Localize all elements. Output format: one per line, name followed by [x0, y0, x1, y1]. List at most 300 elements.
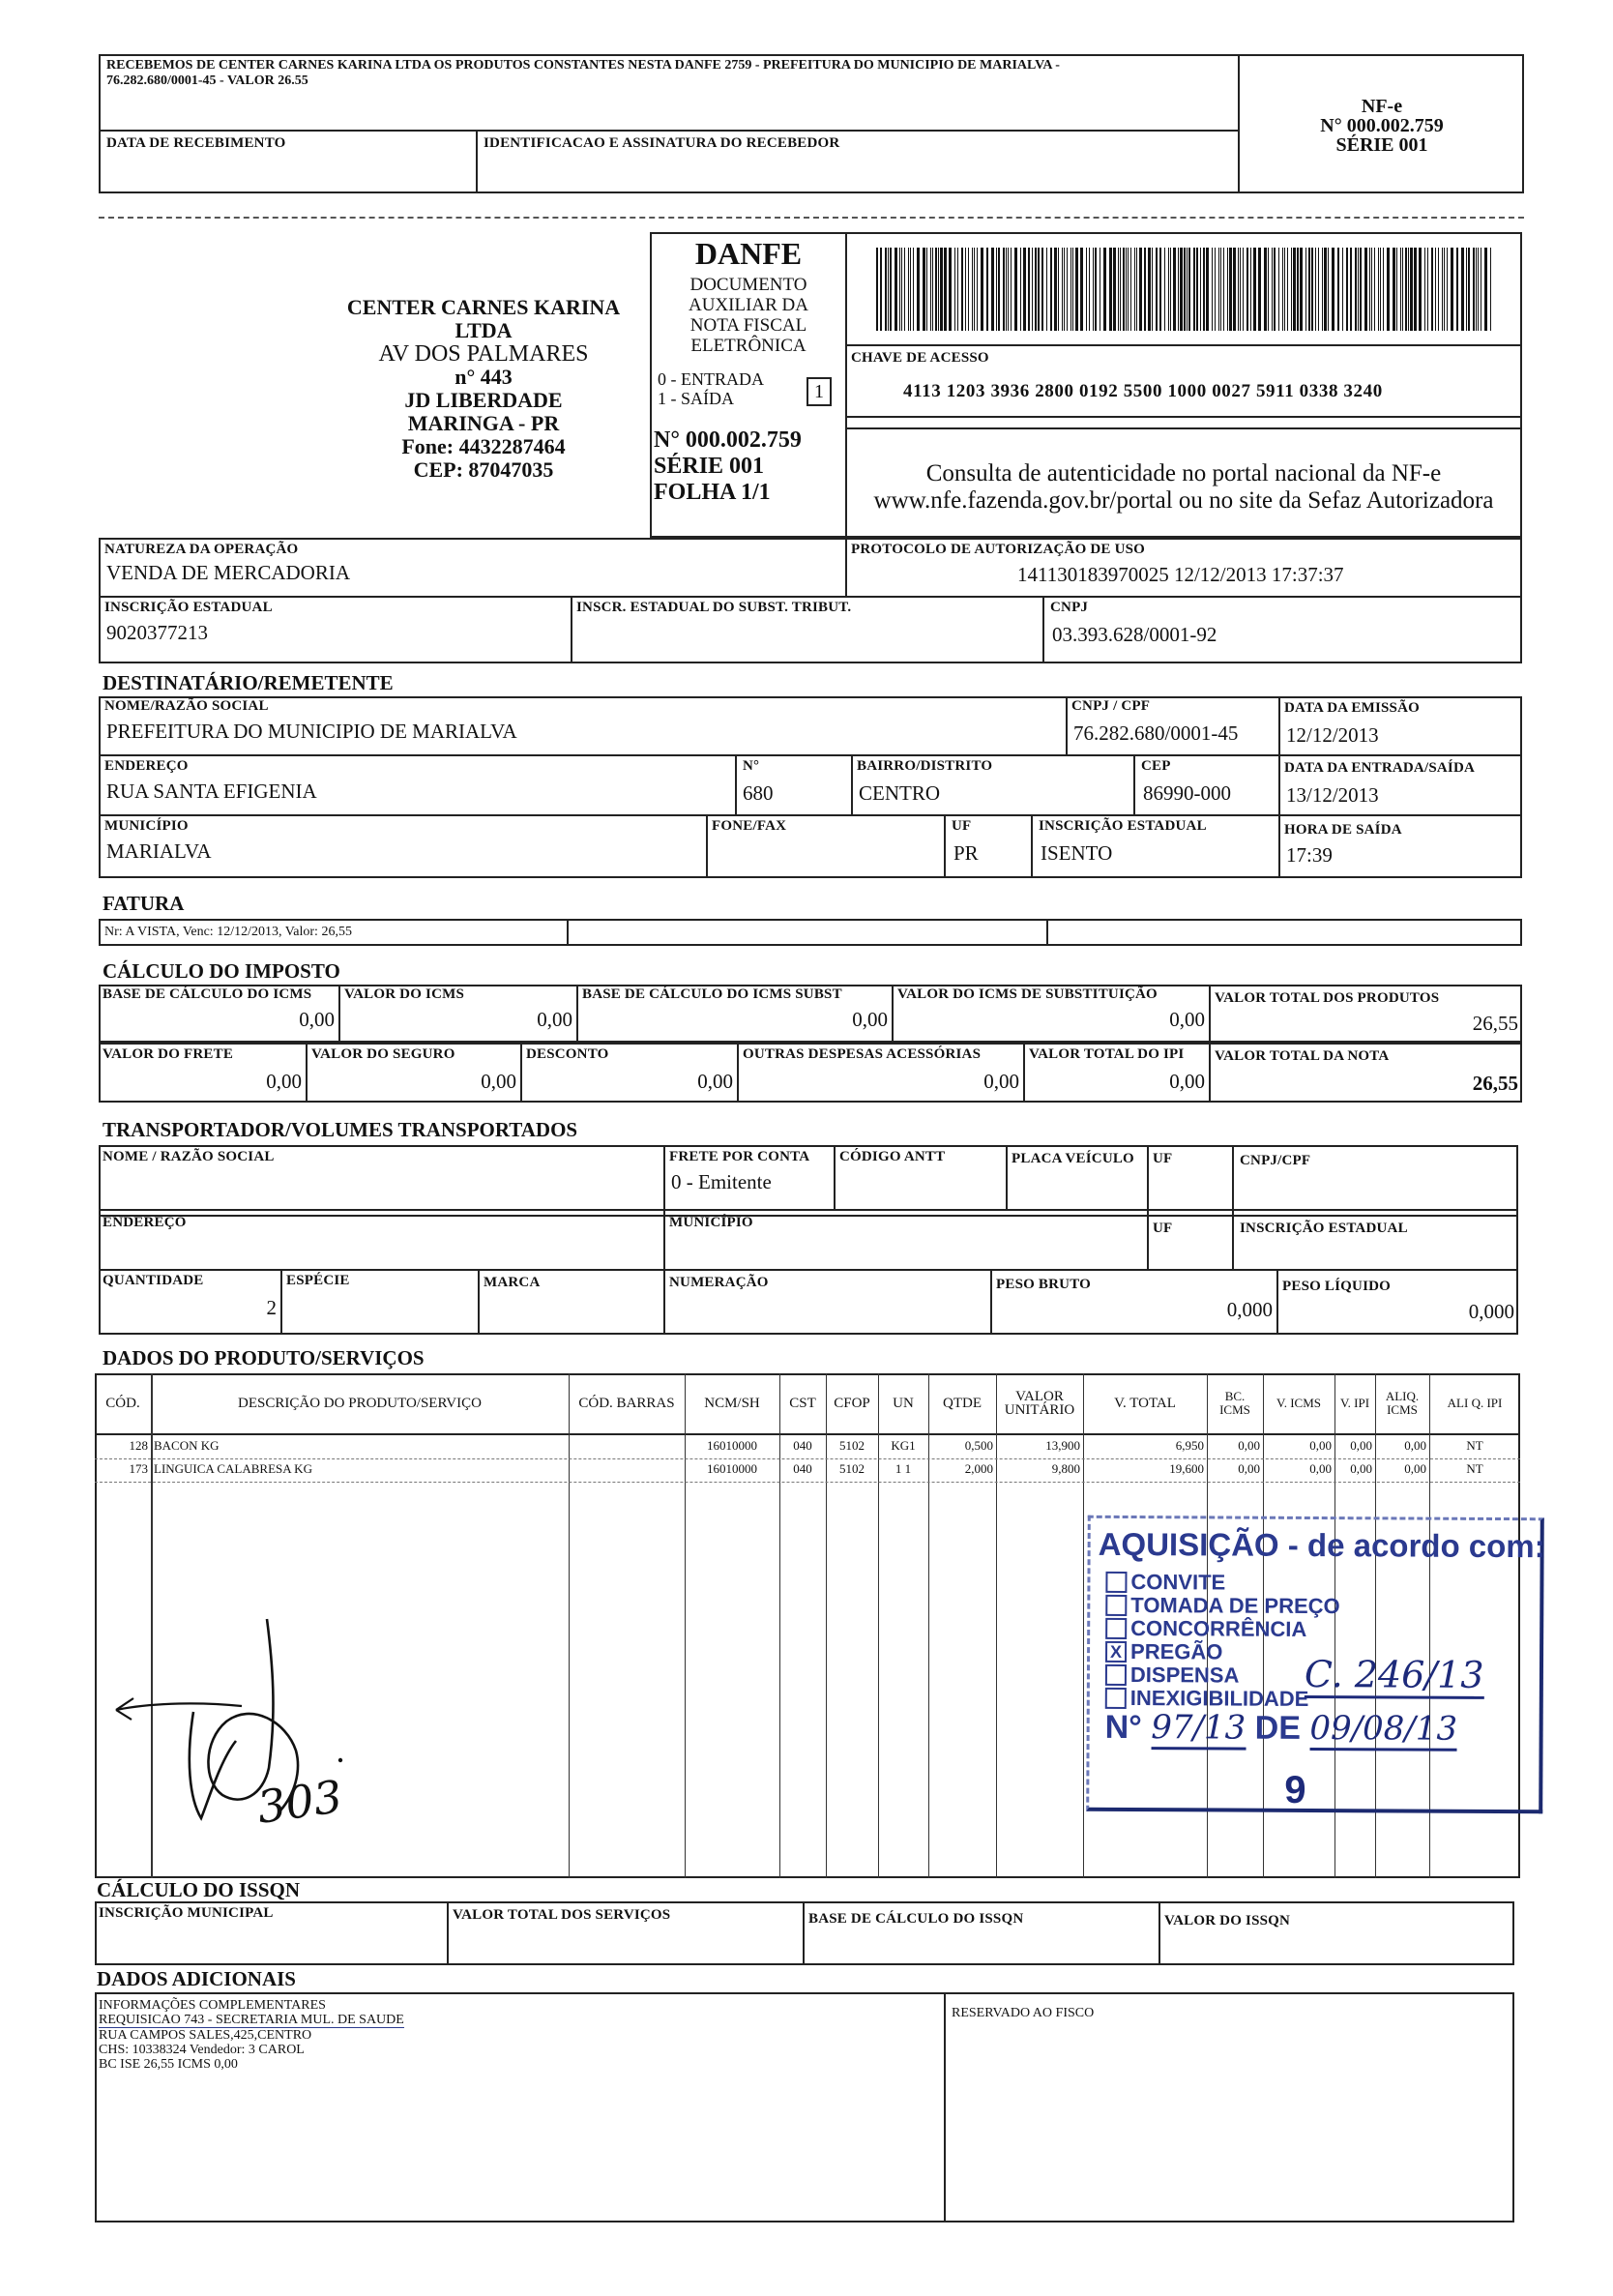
stamp-checkbox	[1105, 1595, 1127, 1616]
products-row-separator	[95, 1458, 1520, 1459]
barcode-bar	[1371, 248, 1372, 331]
products-header-divider	[95, 1433, 1520, 1435]
barcode-bar	[1006, 248, 1007, 331]
stamp-checkbox	[1105, 1618, 1127, 1639]
access-divider3	[845, 427, 1522, 429]
barcode-bar	[1293, 248, 1296, 331]
tax-r2-value-0: 0,00	[266, 1070, 302, 1093]
barcode-bar	[1246, 248, 1248, 331]
barcode-bar	[1011, 248, 1012, 331]
recipient-vline4	[851, 754, 853, 814]
danfe-entry: 0 - ENTRADA	[658, 369, 764, 389]
barcode-bar	[1490, 248, 1491, 331]
barcode-bar	[935, 248, 937, 331]
issqn-section-title: CÁLCULO DO ISSQN	[97, 1878, 301, 1901]
issqn-label-2: BASE DE CÁLCULO DO ISSQN	[808, 1911, 1024, 1927]
recipient-cnpj: 76.282.680/0001-45	[1073, 721, 1239, 745]
barcode-bar	[1274, 248, 1276, 331]
barcode-bar	[954, 248, 955, 331]
barcode-bar	[1206, 248, 1209, 331]
barcode-bar	[1170, 248, 1171, 331]
stamp-checkbox	[1105, 1572, 1127, 1593]
barcode-bar	[1038, 248, 1040, 331]
product-cell-v-icms: 0,00	[1309, 1438, 1332, 1453]
stamp-date: 09/08/13	[1309, 1709, 1457, 1751]
stamp-option-label: TOMADA DE PREÇO	[1130, 1593, 1340, 1619]
recipient-name: PREFEITURA DO MUNICIPIO DE MARIALVA	[106, 720, 517, 743]
products-col-separator	[996, 1373, 997, 1878]
barcode-bar	[1130, 248, 1131, 331]
barcode-bar	[1369, 248, 1370, 331]
issuer-phone: Fone: 4432287464	[401, 434, 566, 458]
barcode-bar	[880, 248, 882, 331]
barcode-bar	[1095, 248, 1097, 331]
qty-label: QUANTIDADE	[103, 1273, 204, 1288]
freight-value: 0 - Emitente	[671, 1170, 772, 1193]
tax-r1-v1	[338, 985, 340, 1043]
barcode-bar	[1159, 248, 1161, 331]
recipient-vline3	[735, 754, 737, 814]
tax-r1-value-1: 0,00	[537, 1008, 572, 1031]
issqn-label-0: INSCRIÇÃO MUNICIPAL	[99, 1905, 274, 1921]
barcode-bar	[1400, 248, 1401, 331]
issuer-cep: CEP: 87047035	[413, 457, 554, 482]
barcode-bar	[1374, 248, 1375, 331]
barcode-bar	[1435, 248, 1436, 331]
exit-time-value: 17:39	[1286, 843, 1333, 867]
barcode-bar	[1041, 248, 1043, 331]
barcode-bar	[1484, 248, 1487, 331]
invoice-vline2	[1046, 919, 1048, 946]
products-header-v-icms: V. ICMS	[1276, 1396, 1321, 1410]
cep-value: 86990-000	[1143, 781, 1231, 805]
barcode-bar	[965, 248, 966, 331]
product-cell-total: 19,600	[1169, 1461, 1204, 1476]
number-value: 680	[743, 781, 774, 805]
invoice-section-title: FATURA	[103, 892, 185, 915]
products-col-separator	[569, 1373, 570, 1878]
barcode-bar	[974, 248, 975, 331]
barcode-bar	[1378, 248, 1379, 331]
barcode-bar	[998, 248, 1000, 331]
barcode-bar	[1156, 248, 1158, 331]
barcode-bar	[1144, 248, 1146, 331]
recipient-vline6	[706, 814, 708, 878]
barcode-bar	[1229, 248, 1232, 331]
barcode-bar	[981, 248, 983, 331]
barcode-bar	[1393, 248, 1395, 331]
protocol-value: 141130183970025 12/12/2013 17:37:37	[1017, 563, 1344, 586]
barcode-bar	[1058, 248, 1059, 331]
products-col-separator	[685, 1373, 686, 1878]
barcode-bar	[1064, 248, 1065, 331]
access-label: CHAVE DE ACESSO	[851, 350, 989, 366]
transport-address-label: ENDEREÇO	[103, 1215, 187, 1230]
products-header-code: CÓD.	[105, 1396, 140, 1411]
receipt-number: N° 000.002.759	[1320, 115, 1444, 136]
barcode-bar	[1200, 248, 1201, 331]
barcode-bar	[1136, 248, 1137, 331]
ie-value: 9020377213	[106, 621, 208, 644]
recipient-vline8	[1031, 814, 1033, 878]
barcode-bar	[1023, 248, 1026, 331]
receipt-statement-line2: 76.282.680/0001-45 - VALOR 26.55	[106, 74, 308, 88]
barcode-bar	[1180, 248, 1183, 331]
barcode-bar	[961, 248, 963, 331]
stamp-number-row	[1105, 1708, 1458, 1749]
barcode-bar	[1220, 248, 1221, 331]
tax-r1-label-4: VALOR TOTAL DOS PRODUTOS	[1215, 990, 1440, 1006]
product-cell-description: BACON KG	[154, 1438, 220, 1453]
access-consult-line1: Consulta de autenticidade no portal nacional da NF-e	[925, 460, 1442, 486]
barcode-bar	[1212, 248, 1213, 331]
issuer-district: JD LIBERDADE	[404, 388, 563, 412]
barcode-bar	[1253, 248, 1256, 331]
products-header-total: V. TOTAL	[1114, 1396, 1176, 1411]
tax-r2-value-3: 0,00	[983, 1070, 1019, 1093]
receipt-nfe: NF-e	[1361, 96, 1403, 117]
transport-cnpj-label: CNPJ/CPF	[1240, 1153, 1311, 1168]
stamp-option	[1105, 1594, 1339, 1618]
cnpj-value: 03.393.628/0001-92	[1052, 623, 1217, 646]
stamp-number-prefix: N°	[1104, 1708, 1142, 1747]
barcode-bar	[876, 248, 878, 331]
barcode-bar	[972, 248, 973, 331]
tax-r1-label-0: BASE DE CÁLCULO DO ICMS	[103, 986, 312, 1002]
barcode-bar	[1128, 248, 1129, 331]
barcode-bar	[885, 248, 887, 331]
tr-r1-v2	[834, 1145, 836, 1209]
tax-section-title: CÁLCULO DO IMPOSTO	[103, 959, 340, 983]
barcode-bar	[1126, 248, 1127, 331]
stamp-process: C. 246/13	[1305, 1653, 1484, 1699]
barcode-bar	[1223, 248, 1224, 331]
barcode-bar	[1297, 248, 1299, 331]
barcode-bar	[1123, 248, 1125, 331]
barcode-bar	[986, 248, 988, 331]
product-cell-aliq-ipi: NT	[1466, 1438, 1483, 1453]
barcode-bar	[910, 248, 911, 331]
barcode-bar	[1148, 248, 1151, 331]
barcode-bar	[1193, 248, 1195, 331]
gross-value: 0,000	[1226, 1298, 1273, 1321]
barcode-bar	[904, 248, 905, 331]
transport-uf2-label: UF	[1153, 1221, 1173, 1236]
barcode-bar	[1215, 248, 1216, 331]
products-col-separator	[878, 1373, 879, 1878]
protocol-label: PROTOCOLO DE AUTORIZAÇÃO DE USO	[851, 542, 1146, 557]
barcode-bar	[1419, 248, 1422, 331]
issuer-number: n° 443	[455, 365, 513, 389]
barcode-bar	[1342, 248, 1343, 331]
additional-info-label: INFORMAÇÕES COMPLEMENTARES	[99, 1998, 326, 2013]
barcode-bar	[901, 248, 902, 331]
barcode-bar	[1442, 248, 1443, 331]
tax-r2-label-1: VALOR DO SEGURO	[311, 1046, 455, 1062]
products-col-separator	[826, 1373, 827, 1878]
operation-vline2	[571, 596, 572, 663]
tr-r1-v4	[1147, 1145, 1149, 1209]
additional-line-3: BC ISE 26,55 ICMS 0,00	[99, 2057, 238, 2072]
product-cell-description: LINGUICA CALABRESA KG	[154, 1461, 312, 1476]
barcode-bar	[1203, 248, 1205, 331]
product-cell-qty: 0,500	[964, 1438, 993, 1453]
products-header-description: DESCRIÇÃO DO PRODUTO/SERVIÇO	[238, 1396, 482, 1411]
stamp-option-label: CONVITE	[1130, 1570, 1226, 1595]
barcode-bar	[1466, 248, 1467, 331]
barcode-bar	[1046, 248, 1047, 331]
recipient-divider2	[99, 814, 1522, 816]
barcode-bar	[1178, 248, 1179, 331]
barcode-bar	[930, 248, 931, 331]
product-cell-ncm: 16010000	[707, 1438, 757, 1453]
barcode-bar	[1240, 248, 1241, 331]
barcode-bar	[938, 248, 939, 331]
danfe-sub2: AUXILIAR DA	[688, 295, 808, 315]
tr-r2-v1	[663, 1209, 665, 1271]
danfe-series: SÉRIE 001	[654, 454, 765, 479]
barcode-bar	[1120, 248, 1121, 331]
stamp-option-label: DISPENSA	[1129, 1663, 1240, 1688]
stamp-option-label: INEXIGIBILIDADE	[1129, 1685, 1309, 1711]
phone-label: FONE/FAX	[712, 818, 787, 834]
barcode-bar	[899, 248, 900, 331]
barcode-bar	[1258, 248, 1261, 331]
number-label: N°	[743, 758, 760, 774]
invoice-vline1	[567, 919, 569, 946]
barcode-bar	[1008, 248, 1009, 331]
barcode-bar	[1318, 248, 1319, 331]
city-label: MUNICÍPIO	[104, 818, 189, 834]
products-section-title: DADOS DO PRODUTO/SERVIÇOS	[103, 1346, 425, 1369]
barcode-bar	[1109, 248, 1112, 331]
additional-line-2: CHS: 10338324 Vendedor: 3 CAROL	[99, 2043, 305, 2057]
receipt-divider	[99, 130, 1240, 132]
access-consult-line2: www.nfe.fazenda.gov.br/portal ou no site da Sefaz Autorizadora	[873, 487, 1494, 514]
product-cell-bc-icms: 0,00	[1238, 1438, 1260, 1453]
issuer-name-line2: LTDA	[455, 318, 513, 342]
barcode-bar	[996, 248, 997, 331]
tr-r2-v3	[1232, 1209, 1234, 1271]
barcode-bar	[1070, 248, 1071, 331]
products-col-separator	[928, 1373, 929, 1878]
barcode-bar	[1187, 248, 1188, 331]
tax-r2-v1	[306, 1043, 308, 1103]
barcode-bar	[1054, 248, 1057, 331]
tr-r3-v5	[1276, 1269, 1278, 1335]
emission-value: 12/12/2013	[1286, 723, 1379, 747]
barcode-bar	[1438, 248, 1439, 331]
stamp-option	[1105, 1571, 1339, 1595]
barcode-bar	[1380, 248, 1381, 331]
stamp-date-prefix: DE	[1254, 1709, 1302, 1747]
antt-label: CÓDIGO ANTT	[839, 1149, 946, 1164]
tr-r1-v1	[663, 1145, 665, 1209]
nature-label: NATUREZA DA OPERAÇÃO	[104, 542, 299, 557]
transport-row2	[99, 1209, 1518, 1271]
product-cell-v-icms: 0,00	[1309, 1461, 1332, 1476]
tr-r3-v2	[478, 1269, 480, 1335]
receipt-signature-label: IDENTIFICACAO E ASSINATURA DO RECEBEDOR	[484, 135, 840, 151]
barcode-bar	[1243, 248, 1244, 331]
stamp-title: AQUISIÇÃO - de acordo com:	[1098, 1525, 1545, 1565]
receipt-nfe-box	[1240, 97, 1524, 155]
barcode-bar	[1461, 248, 1464, 331]
barcode-bar	[1300, 248, 1303, 331]
barcode-bar	[1218, 248, 1219, 331]
barcode-bar	[1456, 248, 1458, 331]
transport-uf-label: UF	[1153, 1151, 1173, 1166]
stamp-option-label: CONCORRÊNCIA	[1130, 1616, 1307, 1641]
receipt-vline2	[476, 130, 478, 193]
barcode-bar	[1424, 248, 1425, 331]
barcode-bar	[1308, 248, 1310, 331]
products-header-barcode: CÓD. BARRAS	[578, 1396, 675, 1411]
barcode-bar	[1032, 248, 1033, 331]
barcode-bar	[1346, 248, 1348, 331]
barcode-bar	[1408, 248, 1409, 331]
barcode-bar	[1350, 248, 1352, 331]
tax-r2-label-2: DESCONTO	[526, 1046, 609, 1062]
transport-name-label: NOME / RAZÃO SOCIAL	[103, 1149, 275, 1164]
barcode-bar	[926, 248, 927, 331]
ie-label: INSCRIÇÃO ESTADUAL	[104, 600, 273, 615]
fisco-label: RESERVADO AO FISCO	[952, 2006, 1095, 2020]
barcode-bar	[1315, 248, 1316, 331]
barcode-bar	[1444, 248, 1445, 331]
barcode-bar	[894, 248, 897, 331]
products-header-unit: UN	[893, 1396, 914, 1411]
tr-r1-v3	[1006, 1145, 1008, 1209]
tax-r2-v2	[520, 1043, 522, 1103]
receipt-date-label: DATA DE RECEBIMENTO	[106, 135, 286, 151]
tax-r2-value-1: 0,00	[481, 1070, 516, 1093]
barcode-bar	[1093, 248, 1094, 331]
barcode-bar	[1173, 248, 1176, 331]
barcode-bar	[944, 248, 947, 331]
recipient-cnpj-label: CNPJ / CPF	[1071, 698, 1151, 714]
barcode-bar	[1164, 248, 1165, 331]
tr-r1-v5	[1232, 1145, 1234, 1209]
recipient-vline1	[1066, 696, 1068, 754]
products-header-v-ipi: V. IPI	[1339, 1396, 1370, 1410]
barcode-bar	[1227, 248, 1228, 331]
product-cell-unit: KG1	[891, 1438, 916, 1453]
additional-line-0: REQUISICAO 743 - SECRETARIA MUL. DE SAUDE	[99, 2013, 404, 2027]
tax-r2-v5	[1209, 1043, 1211, 1103]
barcode-bar	[1311, 248, 1313, 331]
danfe-number-block	[654, 427, 802, 506]
uf-value: PR	[953, 841, 979, 865]
barcode	[876, 248, 1495, 331]
danfe-number: N° 000.002.759	[654, 427, 802, 453]
cnpj-label: CNPJ	[1050, 600, 1089, 615]
danfe-sub3: NOTA FISCAL	[689, 315, 807, 336]
issqn-label-1: VALOR TOTAL DOS SERVIÇOS	[453, 1907, 671, 1923]
barcode-bar	[1233, 248, 1236, 331]
nature-value: VENDA DE MERCADORIA	[106, 561, 350, 584]
barcode-bar	[908, 248, 909, 331]
additional-line-1: RUA CAMPOS SALES,425,CENTRO	[99, 2028, 312, 2043]
issuer-street: AV DOS PALMARES	[378, 341, 589, 367]
signature-annotation: 303	[253, 1770, 346, 1834]
products-header-aliq-ipi: ALI Q. IPI	[1447, 1396, 1503, 1410]
stamp-checkbox	[1105, 1664, 1127, 1686]
barcode-bar	[1468, 248, 1470, 331]
products-col-separator	[779, 1373, 780, 1878]
barcode-bar	[940, 248, 943, 331]
access-divider1	[845, 344, 1522, 346]
barcode-bar	[1405, 248, 1407, 331]
recipient-vline7	[944, 814, 946, 878]
product-cell-qty: 2,000	[964, 1461, 993, 1476]
receipt-statement-line1: RECEBEMOS DE CENTER CARNES KARINA LTDA OS PRODUTOS CONSTANTES NESTA DANFE 2759 - PREFEITURA DO MUNICIPIO DE MARIALVA -	[106, 58, 1060, 73]
barcode-bar	[991, 248, 994, 331]
recipient-name-label: NOME/RAZÃO SOCIAL	[104, 698, 269, 714]
barcode-bar	[1473, 248, 1475, 331]
product-cell-cst: 040	[793, 1461, 812, 1476]
tax-r1-value-4: 26,55	[1472, 1012, 1518, 1035]
barcode-bar	[1238, 248, 1239, 331]
barcode-bar	[1168, 248, 1169, 331]
products-col-separator	[1083, 1373, 1084, 1878]
emission-label: DATA DA EMISSÃO	[1284, 700, 1420, 716]
barcode-bar	[1478, 248, 1479, 331]
products-header-ncm: NCM/SH	[704, 1396, 760, 1411]
additional-section-title: DADOS ADICIONAIS	[97, 1967, 296, 1990]
barcode-bar	[1118, 248, 1119, 331]
additional-vline	[944, 1992, 946, 2222]
tax-r1-value-0: 0,00	[299, 1008, 335, 1031]
barcode-bar	[1014, 248, 1017, 331]
plate-label: PLACA VEÍCULO	[1012, 1151, 1134, 1166]
barcode-bar	[917, 248, 920, 331]
stamp-page-mark: 9	[1284, 1768, 1306, 1811]
barcode-bar	[1476, 248, 1477, 331]
products-header-unit-value: VALOR UNITÁRIO	[1004, 1389, 1075, 1418]
barcode-bar	[1402, 248, 1403, 331]
issuer-block	[319, 296, 648, 482]
barcode-bar	[1387, 248, 1390, 331]
barcode-bar	[1035, 248, 1037, 331]
danfe-sub1: DOCUMENTO	[689, 275, 807, 295]
exit-time-label: HORA DE SAÍDA	[1284, 822, 1402, 838]
products-header-bc-icms: BC. ICMS	[1219, 1389, 1250, 1417]
barcode-bar	[968, 248, 969, 331]
tax-r2-value-2: 0,00	[697, 1070, 733, 1093]
barcode-bar	[1067, 248, 1068, 331]
barcode-bar	[913, 248, 914, 331]
barcode-bar	[1360, 248, 1362, 331]
barcode-bar	[1278, 248, 1279, 331]
stamp-option	[1105, 1617, 1339, 1641]
transport-ie-label: INSCRIÇÃO ESTADUAL	[1240, 1221, 1408, 1236]
recipient-ie-value: ISENTO	[1041, 841, 1113, 865]
barcode-bar	[1358, 248, 1359, 331]
stamp-checkbox: X	[1105, 1641, 1127, 1663]
recipient-divider1	[99, 754, 1522, 756]
products-header-cfop: CFOP	[834, 1396, 870, 1411]
tr-r3-v1	[280, 1269, 282, 1335]
barcode-bar	[1050, 248, 1052, 331]
danfe-subtitle	[650, 275, 847, 356]
product-cell-aliq-icms: 0,00	[1404, 1461, 1426, 1476]
barcode-bar	[1414, 248, 1417, 331]
operation-vline1	[845, 538, 847, 596]
city-value: MARIALVA	[106, 839, 212, 863]
barcode-bar	[932, 248, 933, 331]
product-cell-unit-value: 9,800	[1051, 1461, 1080, 1476]
